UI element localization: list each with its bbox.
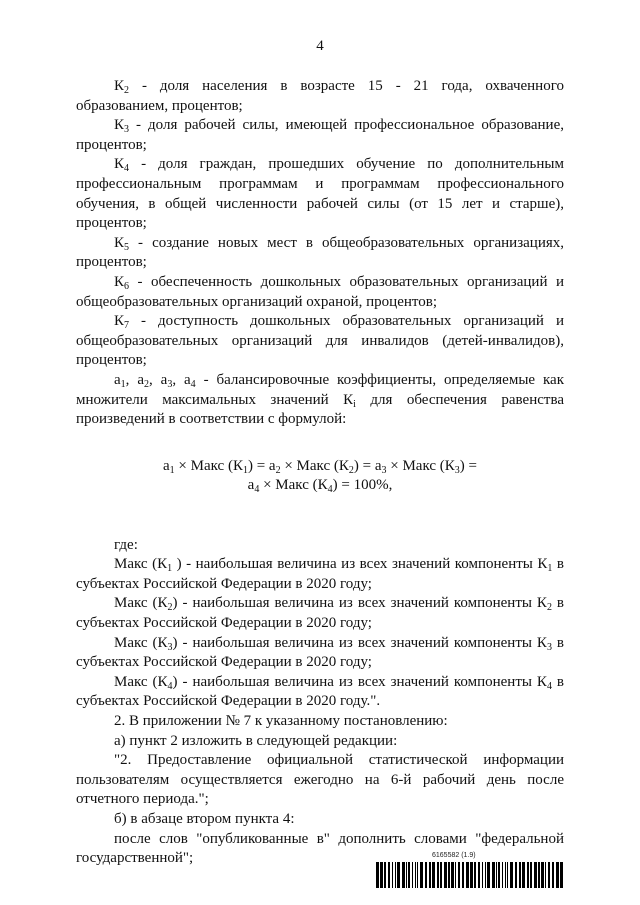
barcode-stripe (552, 862, 554, 888)
barcode-stripe (548, 862, 550, 888)
item-2: 2. В приложении № 7 к указанному постановлению: (114, 713, 448, 730)
barcode-stripe (505, 862, 506, 888)
barcode-stripe (432, 862, 435, 888)
barcode-stripe (541, 862, 544, 888)
max-definition-3: Макс $(К_3)$ - наибольшая величина из всех значений компоненты $К_3$ в субъектах Российской Федерации в 2020 году; (76, 634, 564, 671)
barcode-stripe (406, 862, 407, 888)
barcode-stripe (560, 862, 563, 888)
barcode-stripe (487, 862, 490, 888)
definition-k2: $К_2$ - доля населения в возрасте 15 - 21 года, охваченного образованием, процентов; (76, 78, 564, 114)
barcode-stripe (534, 862, 537, 888)
barcode-stripe (395, 862, 396, 888)
document-code: 6165582 (1.9) (432, 852, 476, 859)
barcode-stripe (384, 862, 386, 888)
max-definition-2: Макс $(К_2)$ - наибольшая величина из всех значений компоненты $К_2$ в субъектах Российской Федерации в 2020 году; (76, 595, 564, 632)
barcode-stripe (538, 862, 540, 888)
where-label: где: (114, 536, 138, 553)
barcode-stripe (478, 862, 480, 888)
page-number: 4 (316, 38, 324, 54)
definition-k5: $К_5$ - создание новых мест в общеобразовательных организациях, процентов; (76, 234, 564, 271)
barcode-stripe (498, 862, 500, 888)
max-definition-4: Макс $(К_4)$ - наибольшая величина из всех значений компоненты $К_4$ в субъектах Российской Федерации в 2020 году.". (76, 673, 564, 710)
barcode-stripe (408, 862, 410, 888)
document-body (76, 77, 564, 869)
barcode-stripe (470, 862, 473, 888)
barcode-stripe (444, 862, 447, 888)
definition-k6: $К_6$ - обеспеченность дошкольных образовательных организаций и общеобразовательных организаций охраной, процентов; (76, 273, 564, 310)
barcode-stripe (466, 862, 469, 888)
barcode-stripe (412, 862, 413, 888)
formula-line-1: $а_1$ × Макс $(К_1) = а_2$ × Макс $(К_2) = а_3$ × Макс $(К_3)$ = (163, 457, 477, 476)
definition-k7: $К_7$ - доступность дошкольных образовательных организаций и общеобразовательных организаций для инвалидов (детей-инвалидов), процентов; (76, 313, 564, 369)
barcode-stripe (485, 862, 486, 888)
barcode-stripe (458, 862, 460, 888)
barcode-stripe (402, 862, 405, 888)
barcode-stripe (417, 862, 418, 888)
barcode-stripe (376, 862, 379, 888)
barcode-stripe (425, 862, 427, 888)
barcode-stripe (502, 862, 503, 888)
barcode-stripe (437, 862, 439, 888)
barcode (376, 862, 564, 888)
barcode-stripe (448, 862, 450, 888)
barcode-stripe (429, 862, 431, 888)
barcode-stripe (492, 862, 495, 888)
barcode-stripe (556, 862, 559, 888)
barcode-stripe (440, 862, 442, 888)
barcode-stripe (530, 862, 532, 888)
item-2a-quote: "2. Предоставление официальной статистической информации пользователям осуществляется ежегодно на 6-й рабочий день после отчетного периода."; (76, 752, 564, 808)
barcode-stripe (507, 862, 508, 888)
barcode-stripe (519, 862, 521, 888)
barcode-stripe (474, 862, 476, 888)
barcode-stripe (510, 862, 513, 888)
barcode-stripe (545, 862, 546, 888)
barcode-stripe (397, 862, 400, 888)
barcode-stripe (527, 862, 529, 888)
formula (76, 457, 564, 495)
barcode-stripe (392, 862, 393, 888)
barcode-stripe (455, 862, 456, 888)
barcode-stripe (482, 862, 483, 888)
barcode-stripe (522, 862, 525, 888)
coefficients-definition: $а_1$, $а_2$, $а_3$, $а_4$ - балансировочные коэффициенты, определяемые как множители максимальных значений $К_i$ для обеспечения равенства произведений в соответствии с формулой: (76, 371, 564, 428)
barcode-stripe (415, 862, 416, 888)
barcode-stripe (462, 862, 464, 888)
max-definition-1: Макс ($К_1$ ) - наибольшая величина из всех значений компоненты $К_1$ в субъектах Российской Федерации в 2020 году; (76, 556, 564, 592)
definition-k3: $К_3$ - доля рабочей силы, имеющей профессиональное образование, процентов; (76, 117, 564, 153)
item-2b-text: после слов "опубликованные в" дополнить словами "федеральной государственной"; (76, 830, 564, 867)
barcode-stripe (380, 862, 383, 888)
definition-k4: $К_4$ - доля граждан, прошедших обучение по дополнительным профессиональным программам и программам профессионального обучения, в общей численности рабочей силы (от 15 лет и старше), процентов; (76, 156, 564, 232)
item-2a: а) пункт 2 изложить в следующей редакции: (114, 732, 398, 749)
barcode-stripe (451, 862, 454, 888)
item-2b: б) в абзаце втором пункта 4: (114, 811, 295, 827)
barcode-stripe (515, 862, 517, 888)
barcode-stripe (388, 862, 390, 888)
barcode-stripe (420, 862, 423, 888)
barcode-stripe (496, 862, 497, 888)
formula-line-2: $а_4$ × Макс $(К_4) = 100\%$, (247, 476, 393, 495)
